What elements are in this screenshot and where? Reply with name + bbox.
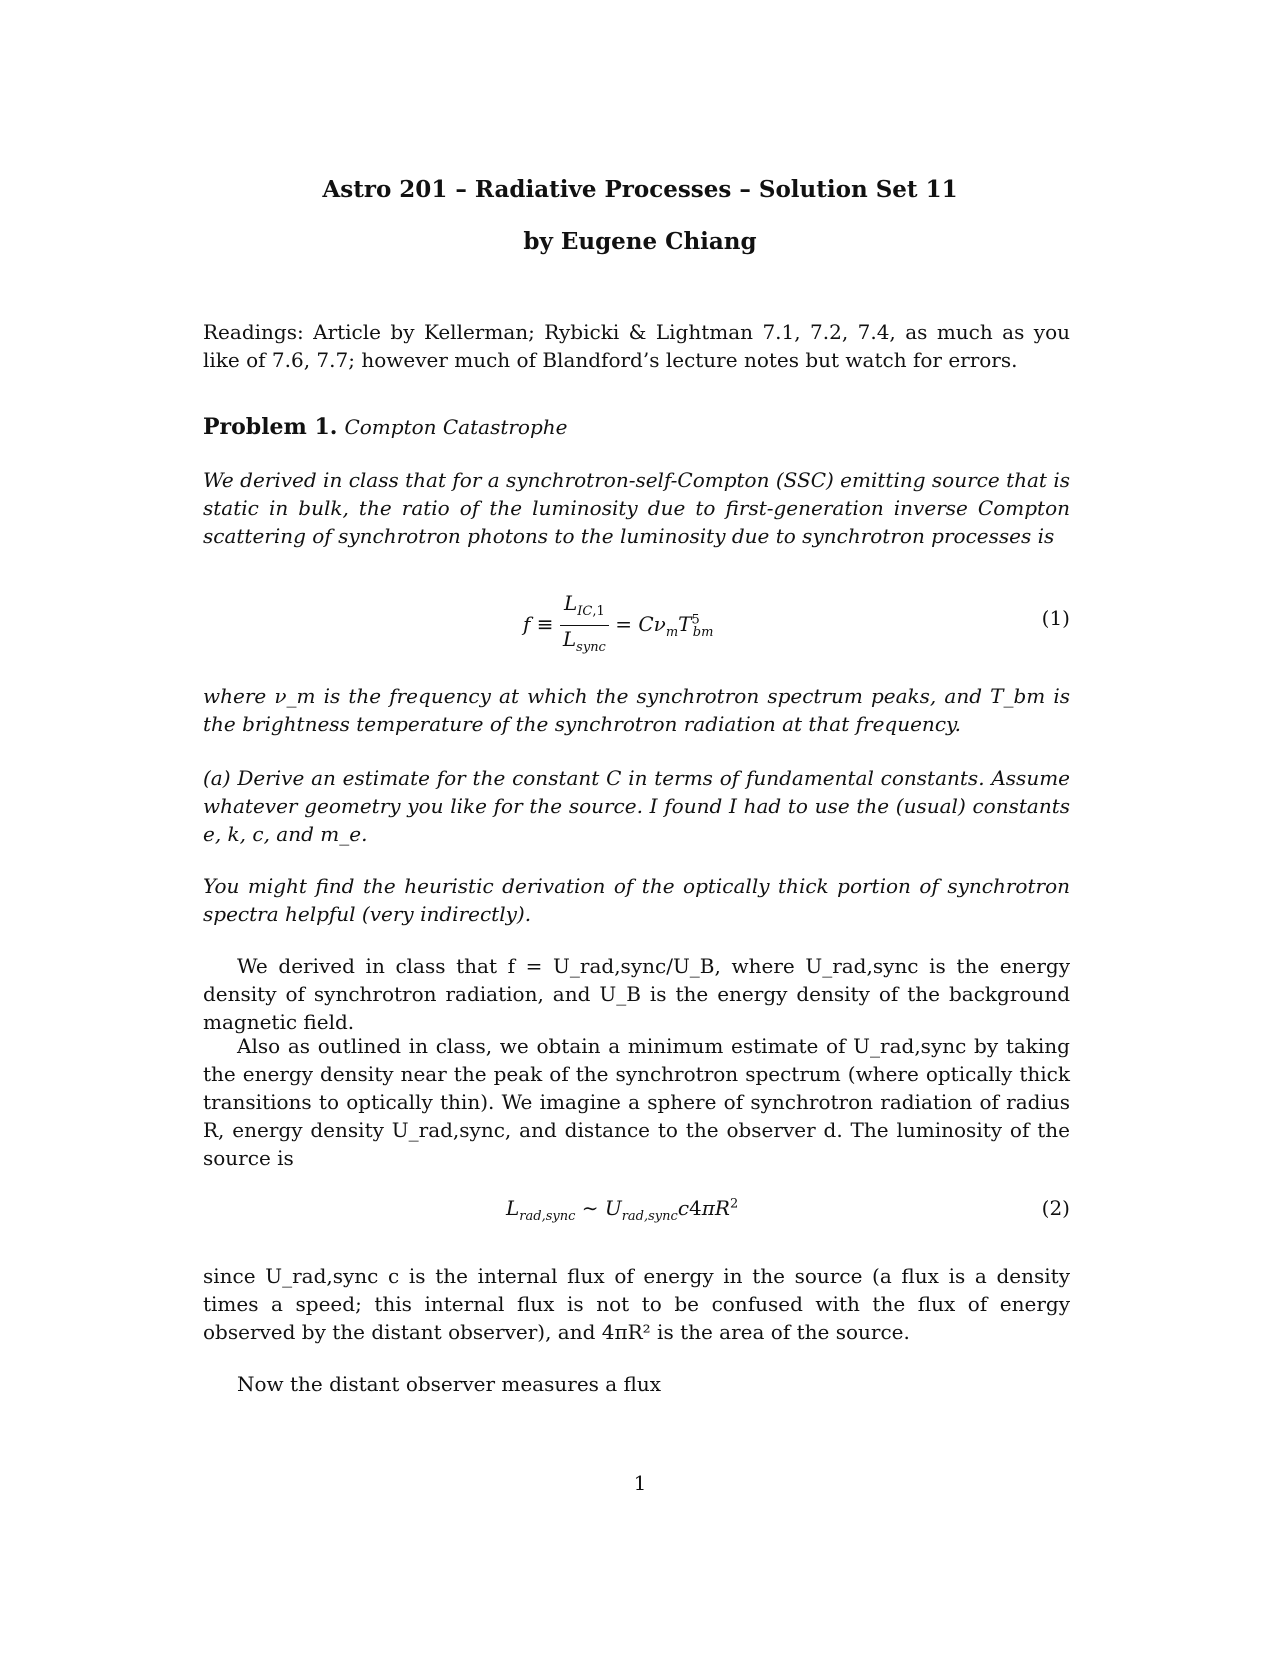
hint-paragraph: You might find the heuristic derivation of the optically thick portion of synchrotron spectra helpful (very indirectly). bbox=[203, 874, 1070, 926]
equation-2 bbox=[203, 1196, 1070, 1230]
part-a-question: (a) Derive an estimate for the constant C in terms of fundamental constants. Assume whatever geometry you like for the source. I found I had to use the (usual) constants e, k, c, and m_e. bbox=[203, 766, 1070, 846]
solution-paragraph-3: since U_rad,sync c is the internal flux of energy in the source (a flux is a density times a speed; this internal flux is not to be confused with the flux of energy observed by the distant observer), and 4πR² is the area of the source. bbox=[203, 1264, 1070, 1344]
equation-2-number: (2) bbox=[1041, 1196, 1070, 1220]
problem-statement: We derived in class that for a synchrotron-self-Compton (SSC) emitting source that is static in bulk, the ratio of the luminosity due to first-generation inverse Compton scattering of synchrotron photons to the luminosity due to synchrotron processes is bbox=[203, 468, 1070, 548]
author-line: by Eugene Chiang bbox=[523, 228, 757, 255]
where-definition: where ν_m is the frequency at which the synchrotron spectrum peaks, and T_bm is the brightness temperature of the synchrotron radiation at that frequency. bbox=[203, 684, 1070, 736]
page-title: Astro 201 – Radiative Processes – Solution Set 11 bbox=[322, 176, 958, 203]
problem-label: Problem 1. bbox=[203, 414, 338, 440]
equation-1 bbox=[203, 590, 1070, 655]
page-number: 1 bbox=[633, 1471, 647, 1495]
equation-1-number: (1) bbox=[1041, 606, 1070, 630]
equation-2-math: $L_{rad,sync}$ ∼ $U_{rad,sync}c4\pi R^2$ bbox=[506, 1196, 739, 1224]
solution-paragraph-4: Now the distant observer measures a flux bbox=[237, 1372, 662, 1396]
solution-paragraph-2: Also as outlined in class, we obtain a minimum estimate of U_rad,sync by taking the energy density near the peak of the synchrotron spectrum (where optically thick transitions to optically thin). We imagine a sphere of synchrotron radiation of radius R, energy density U_rad,sync, and distance to the observer d. The luminosity of the source is bbox=[203, 1034, 1070, 1170]
equation-1-math: f ≡ $\frac{L_{IC,1}}{L_{sync}}$ = $C\nu_mT^5_{bm}$ bbox=[523, 591, 714, 655]
readings-paragraph: Readings: Article by Kellerman; Rybicki & Lightman 7.1, 7.2, 7.4, as much as you like of 7.6, 7.7; however much of Blandford’s lecture notes but watch for errors. bbox=[203, 320, 1070, 372]
problem-heading bbox=[203, 414, 568, 440]
solution-paragraph-1: We derived in class that f = U_rad,sync/U_B, where U_rad,sync is the energy density of synchrotron radiation, and U_B is the energy density of the background magnetic field. bbox=[203, 954, 1070, 1034]
problem-name: Compton Catastrophe bbox=[344, 415, 568, 439]
